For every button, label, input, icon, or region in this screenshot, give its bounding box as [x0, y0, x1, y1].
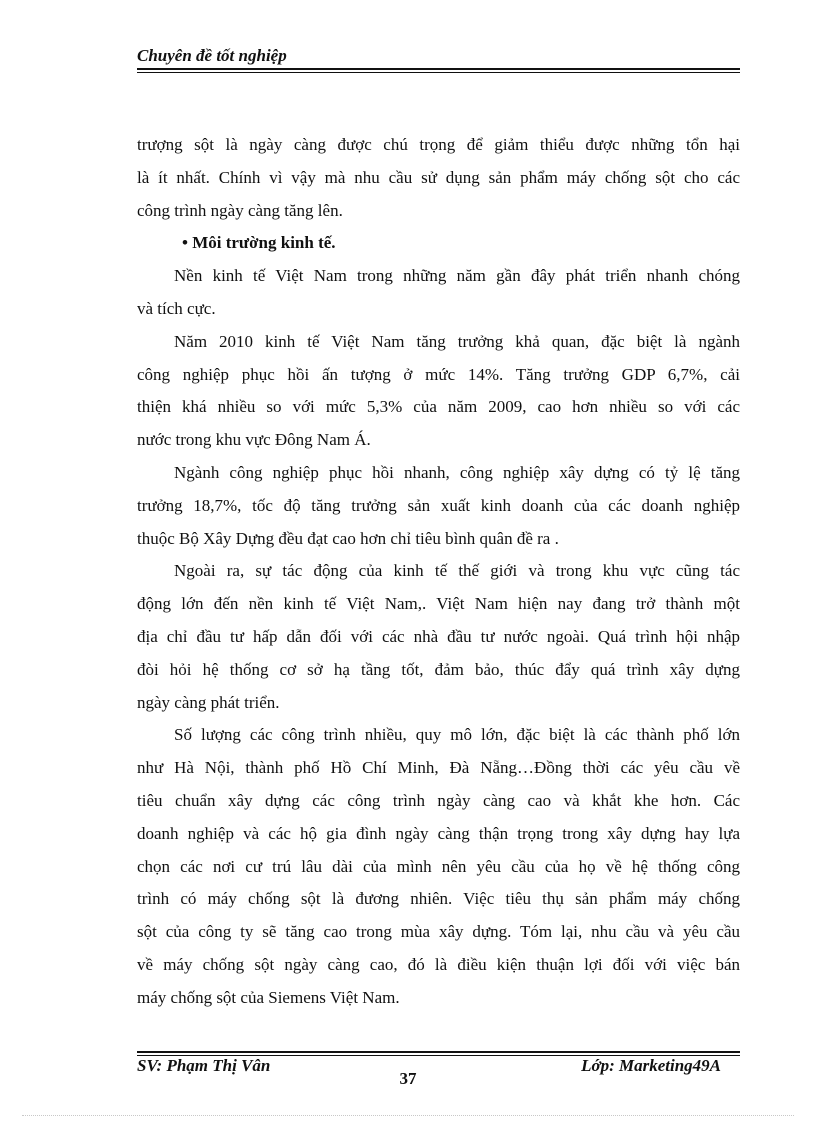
paragraph: [137, 457, 740, 555]
text-line: doanh nghiệp và các hộ gia đình ngày càng thận trọng trong xây dựng hay lựa: [137, 823, 740, 843]
text-line: Nền kinh tế Việt Nam trong những năm gần đây phát triển nhanh chóng: [174, 266, 740, 286]
paragraph: [137, 326, 740, 457]
footer-class-name: Lớp: Marketing49A: [581, 1056, 721, 1075]
document-body: [137, 129, 740, 1015]
text-line: trình có máy chống sột là đương nhiên. Việc tiêu thụ sản phẩm máy chống: [137, 889, 740, 909]
text-line: Năm 2010 kinh tế Việt Nam tăng trưởng khả quan, đặc biệt là ngành: [174, 331, 740, 351]
text-line: trưởng 18,7%, tốc độ tăng trưởng sản xuất kinh doanh của các doanh nghiệp: [137, 495, 740, 515]
footer-rule-thick: [137, 1051, 740, 1053]
paragraph: [137, 129, 740, 227]
text-line: máy chống sột của Siemens Việt Nam.: [137, 987, 400, 1007]
text-line: sột của công ty sẽ tăng cao trong mùa xây dựng. Tóm lại, nhu cầu và yêu cầu: [137, 922, 740, 942]
paragraph: [137, 260, 740, 326]
text-line: đòi hỏi hệ thống cơ sở hạ tầng tốt, đảm bảo, thúc đẩy quá trình xây dựng: [137, 659, 740, 679]
text-line: Ngoài ra, sự tác động của kinh tế thế giới và trong khu vực cũng tác: [174, 561, 740, 581]
header-title: Chuyên đề tốt nghiệp: [137, 46, 287, 65]
header-rule-thin: [137, 72, 740, 73]
text-line: thiện khá nhiều so với mức 5,3% của năm 2009, cao hơn nhiều so với các: [137, 397, 740, 417]
paragraph: [137, 719, 740, 1014]
text-line: địa chỉ đầu tư hấp dẫn đối với các nhà đầu tư nước ngoài. Quá trình hội nhập: [137, 626, 740, 646]
header-rule-thick: [137, 68, 740, 70]
text-line: như Hà Nội, thành phố Hồ Chí Minh, Đà Nẵng…Đồng thời các yêu cầu về: [137, 758, 740, 778]
text-line: Ngành công nghiệp phục hồi nhanh, công nghiệp xây dựng có tỷ lệ tăng: [174, 462, 740, 482]
text-line: Số lượng các công trình nhiều, quy mô lớn, đặc biệt là các thành phố lớn: [174, 725, 740, 745]
text-line: công nghiệp phục hồi ấn tượng ở mức 14%. Tăng trưởng GDP 6,7%, cải: [137, 364, 740, 384]
text-line: ngày càng phát triển.: [137, 692, 280, 712]
text-line: và tích cực.: [137, 298, 216, 318]
section-heading: • Môi trường kinh tế.: [182, 233, 336, 253]
paragraph: [137, 555, 740, 719]
text-line: công trình ngày càng tăng lên.: [137, 200, 343, 220]
footer-student-name: SV: Phạm Thị Vân: [137, 1056, 271, 1075]
text-line: là ít nhất. Chính vì vậy mà nhu cầu sử dụng sản phẩm máy chống sột cho các: [137, 167, 740, 187]
text-line: chọn các nơi cư trú lâu dài của mình nên yêu cầu của họ về hệ thống công: [137, 856, 740, 876]
page-number: 37: [399, 1069, 417, 1088]
text-line: tiêu chuẩn xây dựng các công trình ngày càng cao và khắt khe hơn. Các: [137, 790, 740, 810]
text-line: nước trong khu vực Đông Nam Á.: [137, 430, 371, 450]
text-line: trượng sột là ngày càng được chú trọng để giảm thiểu được những tổn hại: [137, 135, 740, 154]
text-line: về máy chống sột ngày càng cao, đó là điều kiện thuận lợi đối với việc bán: [137, 954, 740, 974]
text-line: thuộc Bộ Xây Dựng đều đạt cao hơn chỉ tiêu bình quân đề ra .: [137, 528, 559, 548]
text-line: động lớn đến nền kinh tế Việt Nam,. Việt Nam hiện nay đang trở thành một: [137, 594, 740, 614]
page-bottom-border: [22, 1115, 794, 1116]
